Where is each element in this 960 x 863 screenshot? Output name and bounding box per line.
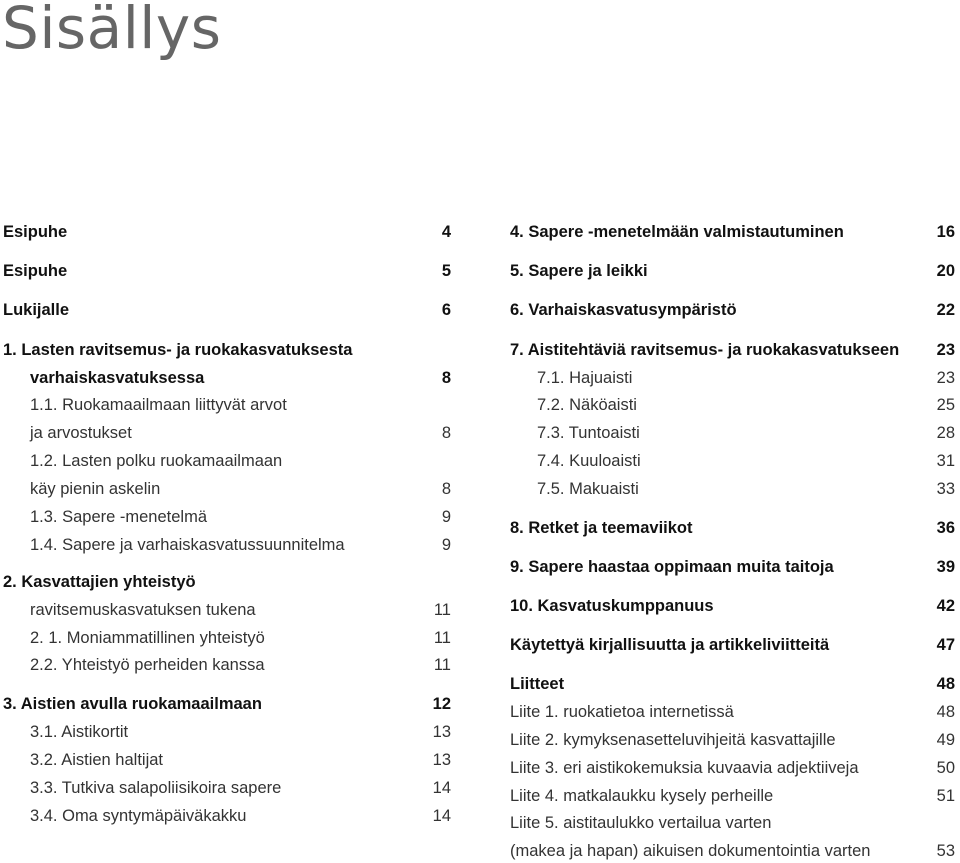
toc-entry [507, 259, 959, 283]
toc-entry-label: 8. Retket ja teemaviikot [510, 519, 693, 537]
toc-entry-page-number: 39 [936, 558, 955, 576]
toc-entry-page-number: 12 [432, 695, 451, 713]
toc-entry-label: 7. Aistitehtäviä ravitsemus- ja ruokakasvatukseen [510, 341, 900, 359]
toc-entry [0, 653, 455, 677]
toc-entry-page-number: 31 [936, 452, 955, 470]
toc-entry-page-number: 20 [936, 262, 955, 280]
page-title: Sisällys [2, 0, 222, 62]
toc-entry-label: 1.1. Ruokamaailmaan liittyvät arvot [30, 396, 287, 414]
toc-entry [0, 626, 455, 650]
toc-entry-label: 7.5. Makuaisti [537, 480, 639, 498]
toc-entry-label: käy pienin askelin [30, 480, 161, 498]
toc-entry-label: 2. 1. Moniammatillinen yhteistyö [30, 629, 265, 647]
toc-entry-page-number: 4 [441, 223, 451, 241]
toc-entry-label: 3.1. Aistikortit [30, 723, 129, 741]
toc-entry-label: Lukijalle [3, 301, 70, 319]
toc-entry [0, 505, 455, 529]
toc-entry [0, 748, 455, 772]
toc-entry-label: Esipuhe [3, 262, 68, 280]
toc-entry-page-number: 36 [936, 519, 955, 537]
toc-entry-page-number: 47 [936, 636, 955, 654]
toc-entry [507, 338, 959, 362]
toc-entry-page-number: 11 [433, 601, 451, 619]
toc-entry-label: 3.4. Oma syntymäpäiväkakku [30, 807, 247, 825]
toc-entry [507, 784, 959, 808]
toc-entry-page-number: 23 [936, 369, 955, 387]
toc-entry [507, 220, 959, 244]
toc-entry-page-number: 13 [432, 723, 451, 741]
toc-entry [0, 477, 455, 501]
toc-entry [0, 220, 455, 244]
toc-entry-label: ja arvostukset [30, 424, 132, 442]
toc-entry-page-number: 9 [441, 508, 451, 526]
toc-entry [507, 449, 959, 473]
toc-entry [507, 516, 959, 540]
toc-entry [0, 720, 455, 744]
toc-entry-label: 3.2. Aistien haltijat [30, 751, 163, 769]
toc-entry-label: 1. Lasten ravitsemus- ja ruokakasvatuksesta [3, 341, 353, 359]
toc-entry-label: 1.2. Lasten polku ruokamaailmaan [30, 452, 283, 470]
toc-entry-page-number: 22 [936, 301, 955, 319]
toc-entry-label: Liite 4. matkalaukku kysely perheille [510, 787, 774, 805]
toc-entry [507, 594, 959, 618]
toc-entry-page-number: 14 [432, 779, 451, 797]
toc-entry [0, 449, 455, 473]
toc-entry-label: Liite 3. eri aistikokemuksia kuvaavia adjektiiveja [510, 759, 859, 777]
toc-entry-label: 1.3. Sapere -menetelmä [30, 508, 208, 526]
toc-entry [0, 338, 455, 362]
toc-entry-label: Liite 1. ruokatietoa internetissä [510, 703, 734, 721]
toc-entry [0, 393, 455, 417]
toc-entry-page-number: 48 [936, 675, 955, 693]
toc-entry-label: 9. Sapere haastaa oppimaan muita taitoja [510, 558, 834, 576]
toc-entry [507, 366, 959, 390]
toc-entry-page-number: 11 [433, 629, 451, 647]
toc-entry-label: 7.1. Hajuaisti [537, 369, 633, 387]
toc-entry [0, 421, 455, 445]
toc-entry-page-number: 50 [936, 759, 955, 777]
toc-entry [0, 298, 455, 322]
toc-entry-label: 7.4. Kuuloaisti [537, 452, 641, 470]
toc-entry-page-number: 23 [936, 341, 955, 359]
toc-entry [507, 477, 959, 501]
toc-entry-page-number: 11 [433, 656, 451, 674]
toc-entry-page-number: 14 [432, 807, 451, 825]
toc-entry-page-number: 6 [441, 301, 451, 319]
toc-entry-page-number: 42 [936, 597, 955, 615]
toc-entry [0, 692, 455, 716]
toc-entry-label: Liitteet [510, 675, 565, 693]
toc-entry [507, 756, 959, 780]
toc-entry-page-number: 8 [441, 480, 451, 498]
toc-entry [507, 672, 959, 696]
toc-entry-label: (makea ja hapan) aikuisen dokumentointia varten [510, 842, 871, 860]
toc-entry-label: Liite 5. aistitaulukko vertailua varten [510, 814, 772, 832]
toc-entry-label: Liite 2. kymyksenasetteluvihjeitä kasvattajille [510, 731, 836, 749]
toc-entry-label: Esipuhe [3, 223, 68, 241]
toc-entry [507, 393, 959, 417]
toc-entry-label: 10. Kasvatuskumppanuus [510, 597, 714, 615]
toc-entry-page-number: 33 [936, 480, 955, 498]
toc-entry-label: 5. Sapere ja leikki [510, 262, 648, 280]
toc-entry-label: ravitsemuskasvatuksen tukena [30, 601, 256, 619]
toc-entry [0, 776, 455, 800]
toc-entry-page-number: 16 [936, 223, 955, 241]
toc-entry-page-number: 25 [936, 396, 955, 414]
toc-entry [507, 633, 959, 657]
toc-entry [507, 728, 959, 752]
toc-entry-label: 2.2. Yhteistyö perheiden kanssa [30, 656, 265, 674]
toc-entry-page-number: 9 [441, 536, 451, 554]
toc-entry [0, 570, 455, 594]
toc-entry-page-number: 49 [936, 731, 955, 749]
toc-entry-label: 4. Sapere -menetelmään valmistautuminen [510, 223, 844, 241]
toc-entry [507, 421, 959, 445]
toc-entry [0, 366, 455, 390]
toc-entry-page-number: 13 [432, 751, 451, 769]
toc-entry [0, 259, 455, 283]
toc-entry-label: Käytettyä kirjallisuutta ja artikkeliviitteitä [510, 636, 830, 654]
toc-entry-label: 3. Aistien avulla ruokamaailmaan [3, 695, 262, 713]
toc-entry-label: 7.3. Tuntoaisti [537, 424, 640, 442]
toc-entry-label: 2. Kasvattajien yhteistyö [3, 573, 196, 591]
toc-entry-label: 3.3. Tutkiva salapoliisikoira sapere [30, 779, 282, 797]
toc-entry [507, 839, 959, 863]
toc-entry-page-number: 8 [441, 424, 451, 442]
toc-entry-page-number: 28 [936, 424, 955, 442]
toc-entry-page-number: 48 [936, 703, 955, 721]
toc-entry [507, 298, 959, 322]
toc-entry-page-number: 5 [441, 262, 451, 280]
toc-entry-page-number: 51 [936, 787, 955, 805]
toc-entry-page-number: 53 [936, 842, 955, 860]
toc-entry-label: 7.2. Näköaisti [537, 396, 637, 414]
toc-entry [0, 804, 455, 828]
toc-entry [507, 555, 959, 579]
toc-entry [0, 598, 455, 622]
toc-entry-page-number: 8 [441, 369, 451, 387]
toc-entry-label: varhaiskasvatuksessa [30, 369, 205, 387]
toc-entry-label: 6. Varhaiskasvatusympäristö [510, 301, 737, 319]
toc-entry-label: 1.4. Sapere ja varhaiskasvatussuunnitelma [30, 536, 345, 554]
toc-entry [0, 533, 455, 557]
toc-entry [507, 811, 959, 835]
toc-entry [507, 700, 959, 724]
